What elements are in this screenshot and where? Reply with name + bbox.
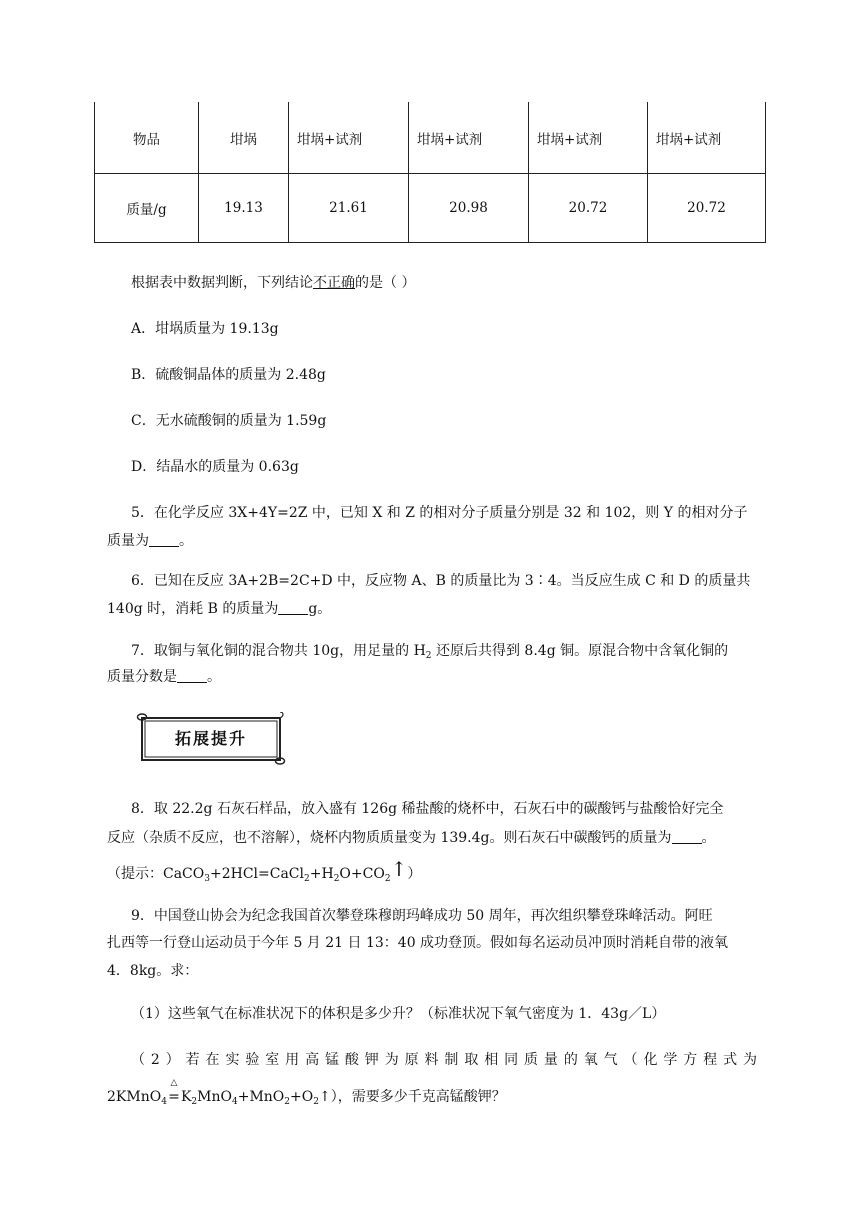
delta-icon: △	[170, 1078, 178, 1088]
question-7-line2	[107, 666, 221, 686]
q5-end: 。	[179, 533, 193, 549]
option-c: C．无水硫酸铜的质量为 1.59g	[131, 413, 327, 429]
option-b: B．硫酸铜晶体的质量为 2.48g	[131, 367, 326, 383]
subscript: 3	[204, 874, 210, 884]
table-cell: 21.61	[289, 174, 409, 243]
answer-blank	[278, 600, 308, 615]
hint-text: +2HCl=CaCl	[209, 866, 304, 882]
table-header-cell: 坩埚	[199, 102, 289, 174]
stem-underlined: 不正确	[313, 275, 355, 291]
question-6-line1: 6．已知在反应 3A+2B=2C+D 中，反应物 A、B 的质量比为 3∶4。当反应生成 C 和 D 的质量共	[131, 573, 751, 589]
question-5-line2	[107, 530, 193, 550]
option-d: D．结晶水的质量为 0.63g	[131, 459, 299, 475]
stem-text-end: 的是（ ）	[355, 275, 416, 291]
question-6-line2	[107, 598, 331, 618]
table-header-cell: 坩埚+试剂	[289, 102, 409, 174]
section-banner	[136, 712, 286, 766]
q6-end: g。	[308, 601, 332, 617]
eq-text: +MnO	[237, 1089, 285, 1105]
q8-end: 。	[701, 830, 716, 846]
banner-title: 拓展提升	[174, 729, 247, 748]
heat-equals-sign: △ =	[168, 1078, 180, 1105]
table-header-cell: 坩埚+试剂	[529, 102, 648, 174]
subscript: 2	[313, 1097, 319, 1107]
hint-end: ）	[407, 866, 422, 882]
q7-text: 质量分数是	[107, 669, 177, 685]
q7-text-b: 还原后共得到 8.4g 铜。原混合物中含氧化铜的	[431, 643, 729, 659]
subscript: 4	[231, 1097, 238, 1107]
question-5-line1: 5．在化学反应 3X+4Y=2Z 中，已知 X 和 Z 的相对分子质量分别是 32 和 102，则 Y 的相对分子	[131, 505, 748, 521]
eq-text: 2KMnO	[107, 1089, 162, 1105]
hint-text: O+CO	[339, 866, 385, 882]
table-header-cell: 物品	[95, 102, 199, 174]
table-row	[95, 174, 766, 243]
eq-text: MnO	[197, 1089, 232, 1105]
option-a: A．坩埚质量为 19.13g	[131, 321, 279, 337]
question-7-line1	[131, 640, 728, 661]
mass-table	[94, 102, 766, 243]
subscript: 2	[284, 1097, 291, 1107]
subscript: 2	[304, 874, 310, 884]
q5-text: 质量为	[107, 533, 149, 549]
q8-text: 反应（杂质不反应，也不溶解），烧杯内物质质量变为 139.4g。则石灰石中碳酸钙的质量为	[107, 830, 672, 846]
question-9-sub2-line1: （2）若在实验室用高锰酸钾为原料制取相同质量的氧气（化学方程式为	[131, 1052, 757, 1068]
table-cell: 20.72	[529, 174, 648, 243]
eq-text: K	[180, 1089, 192, 1105]
eq-text: ↑），需要多少千克高锰酸钾？	[318, 1089, 506, 1105]
q6-text: 140g 时，消耗 B 的质量为	[107, 601, 279, 617]
answer-blank	[672, 829, 702, 844]
table-row-label: 质量/g	[95, 174, 199, 243]
subscript: 2	[425, 651, 432, 661]
question-9-sub1: （1）这些氧气在标准状况下的体积是多少升？（标准状况下氧气密度为 1．43g／L）	[131, 1006, 666, 1022]
q7-text: 7．取铜与氧化铜的混合物共 10g，用足量的 H	[131, 643, 426, 659]
question-9-line1: 9．中国登山协会为纪念我国首次攀登珠穆朗玛峰成功 50 周年，再次组织攀登珠峰活动。阿旺	[131, 908, 713, 924]
answer-blank	[149, 532, 179, 547]
subscript: 2	[191, 1097, 198, 1107]
subscript: 2	[384, 874, 391, 884]
eq-text: +O	[290, 1089, 314, 1105]
subscript: 2	[333, 874, 340, 884]
table-cell: 20.72	[648, 174, 766, 243]
stem-text: 根据表中数据判断，下列结论	[131, 275, 313, 291]
table-header-row	[95, 102, 766, 174]
table-cell: 20.98	[409, 174, 529, 243]
question-8-line2	[107, 827, 716, 847]
answer-blank	[177, 668, 207, 683]
question-8-line1: 8．取 22.2g 石灰石样品，放入盛有 126g 稀盐酸的烧杯中，石灰石中的碳酸钙与盐酸恰好完全	[131, 801, 724, 817]
hint-text: +H	[309, 866, 334, 882]
question-9-equation	[107, 1078, 506, 1107]
question-9-line3: 4．8kg。求：	[107, 963, 199, 979]
hint-text: （提示：CaCO	[107, 866, 205, 882]
question-9-line2: 扎西等一行登山运动员于今年 5 月 21 日 13：40 成功登顶。假如每名运动员冲顶时消耗自带的液氧	[107, 935, 729, 951]
subscript: 4	[161, 1097, 167, 1107]
table-header-cell: 坩埚+试剂	[648, 102, 766, 174]
table-cell: 19.13	[199, 174, 289, 243]
question-4-stem	[131, 272, 415, 292]
question-8-hint	[107, 857, 421, 884]
q7-end: 。	[207, 669, 221, 685]
table-header-cell: 坩埚+试剂	[409, 102, 529, 174]
up-arrow-icon: ↑	[390, 857, 408, 881]
